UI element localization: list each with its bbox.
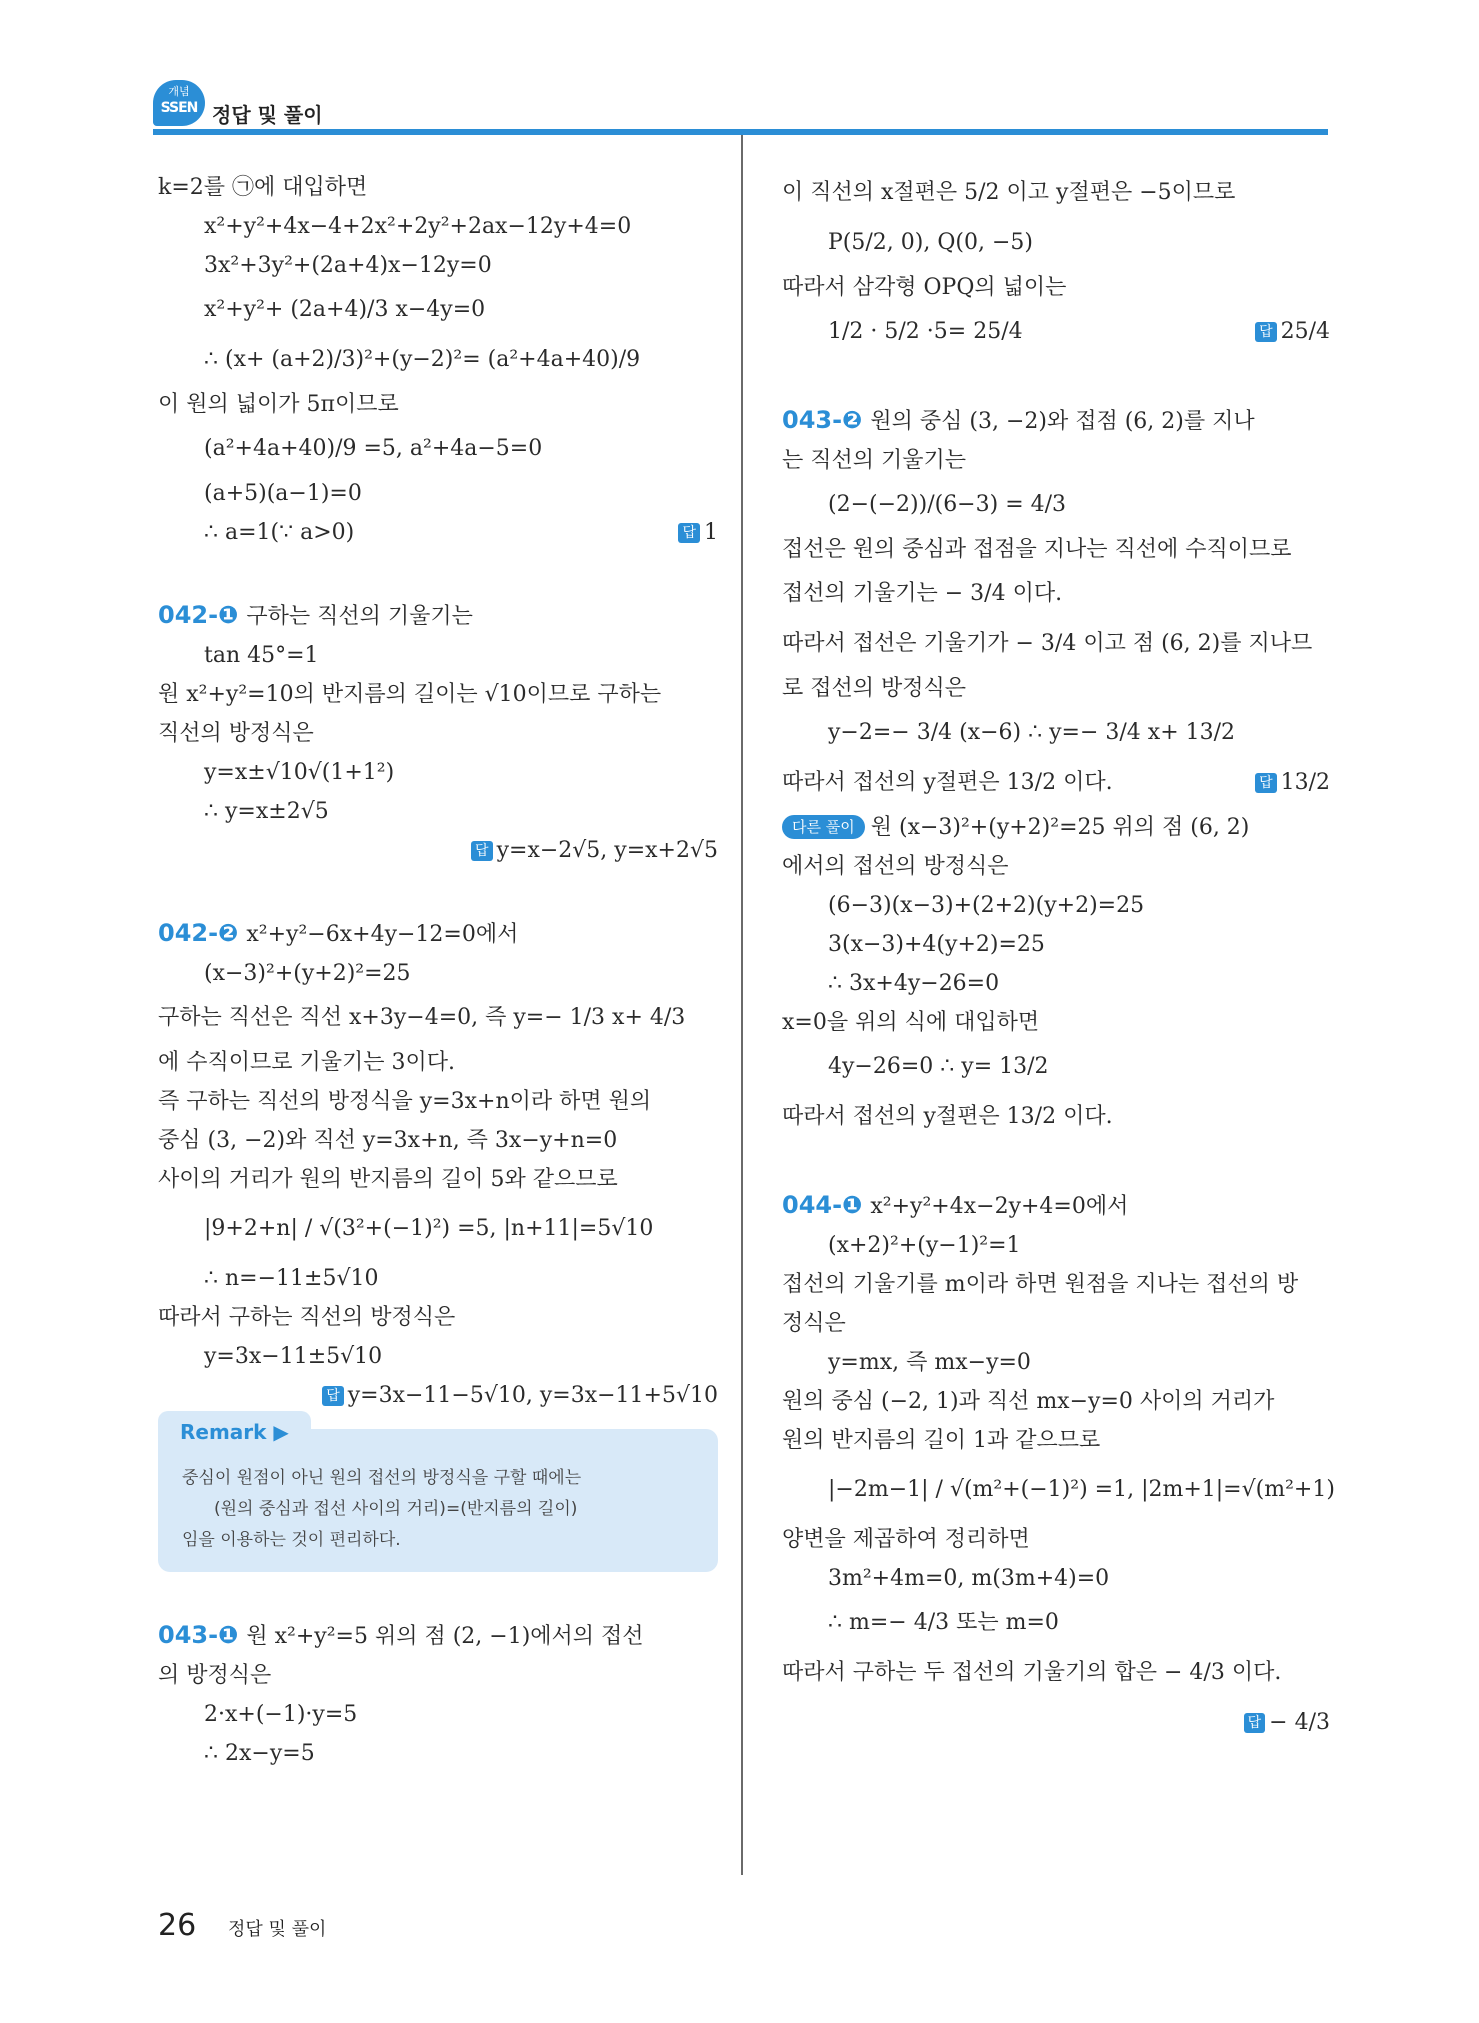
math-text: 즉 구하는 직선의 방정식을 y=3x+n이라 하면 원의 (158, 1089, 652, 1114)
math-text: 접선은 원의 중심과 접점을 지나는 직선에 수직이므로 (782, 537, 1292, 562)
math-text: 로 접선의 방정식은 (782, 676, 967, 701)
math-text: 원 x²+y²=10의 반지름의 길이는 √10이므로 구하는 (158, 682, 662, 707)
solution-line (158, 207, 718, 246)
solution-line (158, 1160, 718, 1199)
math-text: x=0을 위의 식에 대입하면 (782, 1010, 1040, 1035)
solution-line (158, 792, 718, 831)
math-text: 따라서 접선의 y절편은 13/2 이다. (782, 770, 1113, 795)
math-text: 양변을 제곱하여 정리하면 (782, 1527, 1030, 1552)
solution-line (158, 474, 718, 513)
math-text: 구하는 직선은 직선 x+3y−4=0, 즉 y=− 1/3 x+ 4/3 (158, 1005, 686, 1030)
remark-line-3: 임을 이용하는 것이 편리하다. (182, 1530, 401, 1550)
solution-line (782, 708, 1330, 758)
math-text: 원 x²+y²=5 위의 점 (2, −1)에서의 접선 (246, 1624, 644, 1649)
solution-line (158, 285, 718, 335)
math-text: 3m²+4m=0, m(3m+4)=0 (828, 1566, 1110, 1591)
math-text: x²+y²−6x+4y−12=0에서 (246, 922, 519, 947)
math-text: ∴ n=−11±5√10 (204, 1266, 379, 1291)
solution-line (782, 530, 1330, 569)
solution-line (782, 168, 1330, 218)
left-solution-lines-2 (158, 1616, 718, 1773)
solution-line (782, 1559, 1330, 1598)
answer-value: 25/4 (1280, 319, 1330, 344)
solution-line (158, 1695, 718, 1734)
answer (1255, 758, 1330, 808)
math-text: 이 원의 넓이가 5π이므로 (158, 392, 399, 417)
solution-line (158, 1337, 718, 1376)
math-text: 중심 (3, −2)와 직선 y=3x+n, 즉 3x−y+n=0 (158, 1128, 618, 1153)
math-text: ∴ y=x±2√5 (204, 799, 329, 824)
solution-line (782, 1520, 1330, 1559)
solution-line (158, 714, 718, 753)
answer (1255, 307, 1330, 357)
solution-line (782, 1382, 1330, 1421)
solution-line (158, 513, 718, 552)
solution-line (782, 808, 1330, 847)
remark-box (158, 1420, 718, 1572)
problem-number: 043-❶ (158, 1621, 239, 1649)
answer-badge: 답 (1244, 1713, 1266, 1733)
math-text: 원 (x−3)²+(y+2)²=25 위의 점 (6, 2) (870, 815, 1250, 840)
solution-line (782, 925, 1330, 964)
math-text: ∴ 2x−y=5 (204, 1741, 315, 1766)
math-text: (a+5)(a−1)=0 (204, 481, 362, 506)
math-text: 는 직선의 기울기는 (782, 448, 967, 473)
section-gap (782, 357, 1330, 401)
answer-badge: 답 (678, 523, 700, 543)
footer-title: 정답 및 풀이 (228, 1919, 327, 1940)
math-text: (2−(−2))/(6−3) = 4/3 (828, 492, 1067, 517)
solution-line (782, 964, 1330, 1003)
solution-line (158, 636, 718, 675)
solution-line (782, 1003, 1330, 1042)
answer (471, 831, 718, 870)
math-text: 1/2 · 5/2 ·5= 25/4 (828, 319, 1023, 344)
header-title: 정답 및 풀이 (212, 103, 323, 127)
solution-line (782, 847, 1330, 886)
math-text: y=x±√10√(1+1²) (204, 760, 395, 785)
solution-line (158, 385, 718, 424)
math-text: 따라서 접선은 기울기가 − 3/4 이고 점 (6, 2)를 지나므 (782, 631, 1313, 656)
answer (322, 1376, 718, 1415)
solution-line (782, 619, 1330, 669)
math-text: 따라서 구하는 직선의 방정식은 (158, 1305, 456, 1330)
solution-line (782, 1226, 1330, 1265)
brand-logo (153, 80, 205, 126)
math-text: 의 방정식은 (158, 1663, 272, 1688)
section-gap (158, 870, 718, 914)
answer-value: − 4/3 (1269, 1710, 1330, 1735)
solution-line (158, 1259, 718, 1298)
solution-line (158, 246, 718, 285)
solution-line (782, 1186, 1330, 1226)
math-text: 따라서 접선의 y절편은 13/2 이다. (782, 1104, 1113, 1129)
answer-badge: 답 (471, 841, 493, 861)
math-text: ∴ 3x+4y−26=0 (828, 971, 1000, 996)
math-text: 3x²+3y²+(2a+4)x−12y=0 (204, 253, 492, 278)
solution-line (158, 1376, 718, 1415)
answer-value: y=x−2√5, y=x+2√5 (496, 838, 718, 863)
math-text: ∴ a=1(∵ a>0) (204, 520, 355, 545)
math-text: ∴ (x+ (a+2)/3)²+(y−2)²= (a²+4a+40)/9 (204, 347, 641, 372)
solution-line (782, 886, 1330, 925)
alternate-solution-badge: 다른 풀이 (782, 815, 865, 839)
solution-line (782, 1304, 1330, 1343)
math-text: 구하는 직선의 기울기는 (246, 604, 473, 629)
answer-badge: 답 (1255, 322, 1277, 342)
answer-value: 1 (704, 520, 718, 545)
math-text: 2·x+(−1)·y=5 (204, 1702, 358, 1727)
math-text: 접선의 기울기는 − 3/4 이다. (782, 581, 1063, 606)
math-text: 원의 반지름의 길이 1과 같으므로 (782, 1428, 1101, 1453)
solution-line (158, 1298, 718, 1337)
section-gap (158, 552, 718, 596)
math-text: y=3x−11±5√10 (204, 1344, 383, 1369)
math-text: 이 직선의 x절편은 5/2 이고 y절편은 −5이므로 (782, 180, 1236, 205)
solution-line (158, 1121, 718, 1160)
solution-line (158, 1616, 718, 1656)
remark-line-2: (원의 중심과 접선 사이의 거리)=(반지름의 길이) (214, 1499, 578, 1519)
section-gap (782, 1142, 1330, 1186)
solution-line (158, 993, 718, 1043)
solution-line (158, 675, 718, 714)
remark-line-1: 중심이 원점이 아닌 원의 접선의 방정식을 구할 때에는 (182, 1468, 582, 1488)
logo-top-text: 개념 (168, 85, 190, 98)
solution-line (782, 669, 1330, 708)
solution-line (782, 1648, 1330, 1698)
problem-number: 042-❶ (158, 601, 239, 629)
solution-line (782, 1343, 1330, 1382)
problem-number: 042-❷ (158, 919, 239, 947)
solution-line (158, 914, 718, 954)
right-solution-lines (782, 168, 1335, 1748)
math-text: 접선의 기울기를 m이라 하면 원점을 지나는 접선의 방 (782, 1272, 1299, 1297)
math-text: 직선의 방정식은 (158, 721, 314, 746)
solution-line (782, 218, 1330, 268)
math-text: x²+y²+4x−4+2x²+2y²+2ax−12y+4=0 (204, 214, 632, 239)
math-text: P(5/2, 0), Q(0, −5) (828, 230, 1033, 255)
math-text: 원의 중심 (3, −2)와 접점 (6, 2)를 지나 (870, 409, 1255, 434)
answer-badge: 답 (1255, 773, 1277, 793)
problem-number: 043-❷ (782, 406, 863, 434)
solution-line (158, 168, 718, 207)
solution-line (158, 335, 718, 385)
solution-line (782, 1460, 1335, 1520)
math-text: k=2를 ㉠에 대입하면 (158, 175, 368, 200)
math-text: 따라서 구하는 두 접선의 기울기의 합은 − 4/3 이다. (782, 1660, 1282, 1685)
answer (1244, 1698, 1330, 1748)
solution-line (782, 758, 1330, 808)
math-text: 에서의 접선의 방정식은 (782, 854, 1009, 879)
math-text: 4y−26=0 ∴ y= 13/2 (828, 1054, 1049, 1079)
answer-value: y=3x−11−5√10, y=3x−11+5√10 (347, 1383, 718, 1408)
solution-line (782, 1042, 1330, 1092)
math-text: 사이의 거리가 원의 반지름의 길이 5와 같으므로 (158, 1167, 618, 1192)
math-text: 에 수직이므로 기울기는 3이다. (158, 1050, 455, 1075)
math-text: 정식은 (782, 1311, 846, 1336)
problem-number: 044-❶ (782, 1191, 863, 1219)
left-column (158, 168, 718, 1773)
solution-line (782, 307, 1330, 357)
solution-line (782, 480, 1330, 530)
solution-line (158, 1082, 718, 1121)
solution-line (782, 1698, 1330, 1748)
math-text: ∴ m=− 4/3 또는 m=0 (828, 1610, 1059, 1635)
answer-value: 13/2 (1280, 770, 1330, 795)
solution-line (782, 569, 1330, 619)
math-text: (x+2)²+(y−1)²=1 (828, 1233, 1021, 1258)
solution-line (158, 1734, 718, 1773)
solution-line (782, 1265, 1330, 1304)
solution-line (782, 1092, 1330, 1142)
column-divider (741, 135, 743, 1875)
remark-label: Remark ▶ (158, 1411, 311, 1454)
right-column (782, 168, 1335, 1748)
solution-line (158, 424, 718, 474)
solution-line (782, 441, 1330, 480)
answer (678, 513, 718, 552)
math-text: y=mx, 즉 mx−y=0 (828, 1350, 1031, 1375)
logo-bottom-text: SSEN (160, 100, 198, 116)
solution-line (158, 1199, 718, 1259)
math-text: (6−3)(x−3)+(2+2)(y+2)=25 (828, 893, 1145, 918)
page-number: 26 (158, 1908, 197, 1943)
solution-line (158, 954, 718, 993)
math-text: 따라서 삼각형 OPQ의 넓이는 (782, 275, 1067, 300)
math-text: 원의 중심 (−2, 1)과 직선 mx−y=0 사이의 거리가 (782, 1389, 1275, 1414)
math-text: |−2m−1| / √(m²+(−1)²) =1, |2m+1|=√(m²+1) (828, 1477, 1335, 1502)
solution-line (158, 596, 718, 636)
math-text: (x−3)²+(y+2)²=25 (204, 961, 411, 986)
math-text: x²+y²+ (2a+4)/3 x−4y=0 (204, 297, 486, 322)
solution-line (782, 1421, 1330, 1460)
math-text: x²+y²+4x−2y+4=0에서 (870, 1194, 1129, 1219)
math-text: y−2=− 3/4 (x−6) ∴ y=− 3/4 x+ 13/2 (828, 720, 1236, 745)
solution-line (782, 1598, 1330, 1648)
answer-badge: 답 (322, 1386, 344, 1406)
solution-line (782, 268, 1330, 307)
math-text: (a²+4a+40)/9 =5, a²+4a−5=0 (204, 436, 543, 461)
math-text: tan 45°=1 (204, 643, 319, 668)
solution-line (158, 1656, 718, 1695)
left-solution-lines (158, 168, 718, 1415)
math-text: |9+2+n| / √(3²+(−1)²) =5, |n+11|=5√10 (204, 1216, 654, 1241)
solution-line (782, 401, 1330, 441)
solution-line (158, 753, 718, 792)
math-text: 3(x−3)+4(y+2)=25 (828, 932, 1045, 957)
solution-line (158, 1043, 718, 1082)
solution-line (158, 831, 718, 870)
